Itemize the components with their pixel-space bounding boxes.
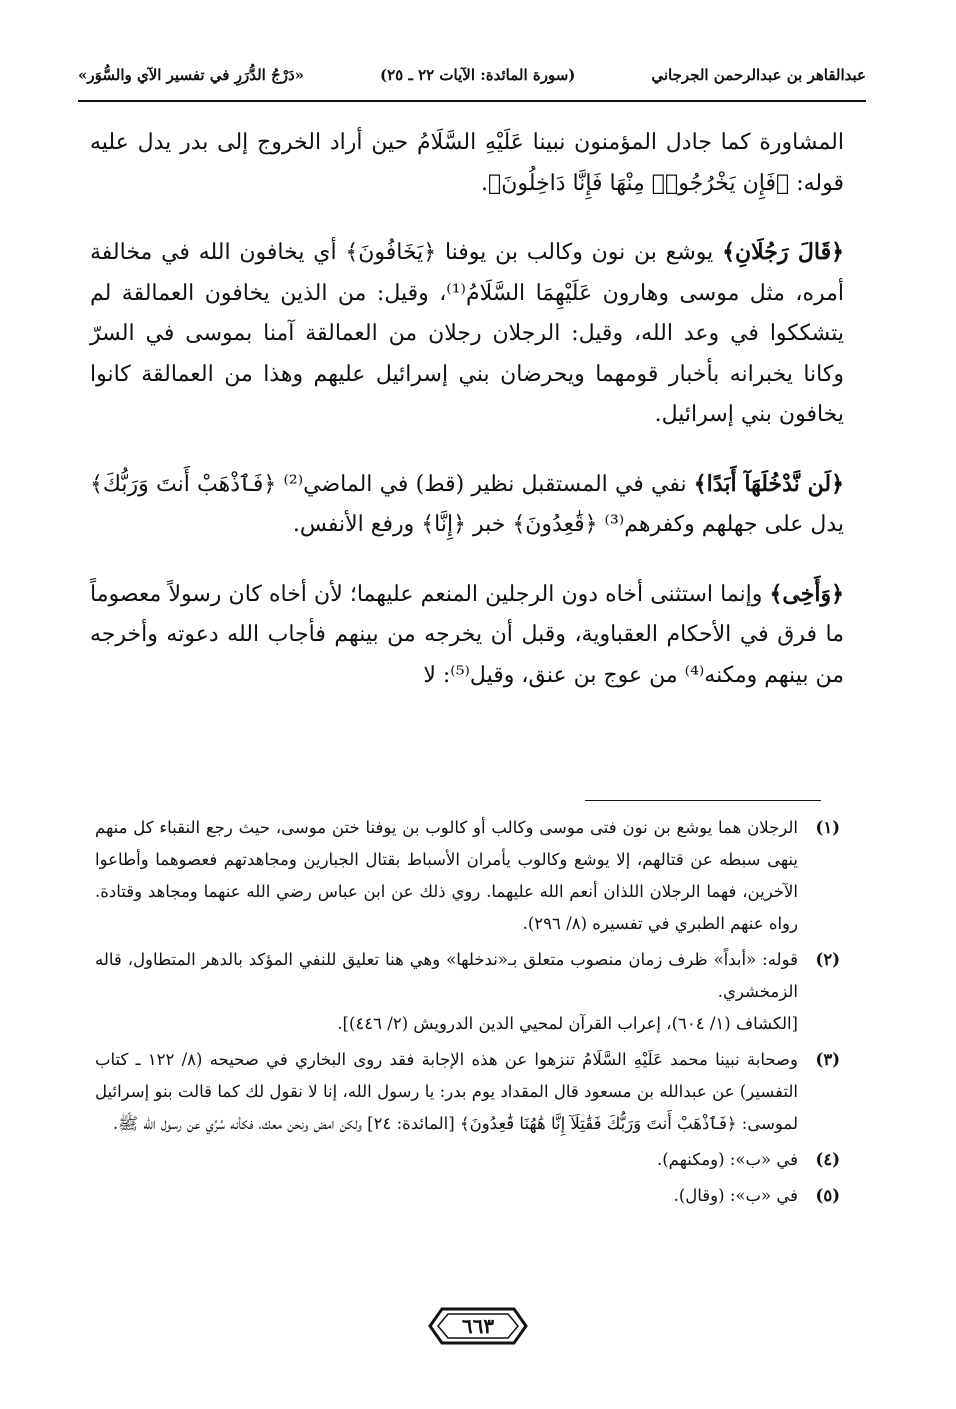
footnote-number: (٢) xyxy=(815,950,840,969)
paragraph-text: نفي في المستقبل نظير (قط) في الماضي⁽²⁾ ﴿فَٱذْهَبْ أَنتَ وَرَبُّكَ﴾ يدل على جهلهم وكفرهم⁽³⁾ ﴿قَٰعِدُونَ﴾ خبر ﴿إِنَّا﴾ ورفع الأنفس. xyxy=(90,471,844,537)
footnote-1 xyxy=(95,812,840,940)
paragraph-lead: ﴿قَالَ رَجُلَانِ﴾ xyxy=(722,239,844,265)
footnote-citation: [الكشاف (١/ ٦٠٤)، إعراب القرآن لمحيي الدين الدرويش (٢/ ٤٤٦)]. xyxy=(337,1014,798,1033)
header-author: عبدالقاهر بن عبدالرحمن الجرجاني xyxy=(651,66,866,84)
paragraph-lead: ﴿وَأَخِى﴾ xyxy=(769,580,844,607)
paragraph xyxy=(90,232,844,436)
page-number: ٦٦٣ xyxy=(461,1314,495,1338)
paragraph-lead: ﴿لَن نَّدْخُلَهَآ أَبَدًا﴾ xyxy=(693,470,844,497)
paragraph xyxy=(90,464,844,546)
header-section: (سورة المائدة: الآيات ٢٢ ـ ٢٥) xyxy=(379,66,576,84)
footnote-number: (١) xyxy=(815,818,840,837)
footnote-text: في «ب»: (وقال). xyxy=(673,1186,798,1205)
footnote-5 xyxy=(95,1180,840,1212)
footnote-separator xyxy=(585,800,821,801)
footnote-body xyxy=(95,1144,798,1176)
paragraph-text: يوشع بن نون وكالب بن يوفنا ﴿يَخَافُونَ﴾ أي يخافون الله في مخالفة أمره، مثل موسى وهارون عَلَيْهِمَا السَّلَامُ⁽¹⁾، وقيل: من الذين يخافون العمالقة لم يتشككوا في وعد الله، وقيل: الرجلان رجلان من العمالقة آمنا بموسى في السرّ وكانا يخبرانه بأخبار قومهما ويحرضان بني إسرائيل عليهم وهذا من العمالقة كانوا يخافون بني إسرائيل. xyxy=(90,240,845,427)
running-header xyxy=(78,55,866,95)
footnotes xyxy=(95,812,840,1216)
footnote-number: (٣) xyxy=(815,1050,840,1069)
footnote-body xyxy=(95,1044,798,1140)
footnote-text: قوله: «أبداً» ظرف زمان منصوب متعلق بـ«ندخلها» وهي هنا تعليق للنفي المؤكد بالدهر المتطاول، قاله الزمخشري. xyxy=(95,950,798,1001)
paragraph-text: المشاورة كما جادل المؤمنون نبينا عَلَيْهِ السَّلَامُ حين أراد الخروج إلى بدر يدل عليه قوله: ﴿فَإِن يَخْرُجُوا۟ مِنْهَا فَإِنَّا دَاخِلُونَ﴾. xyxy=(90,130,844,196)
paragraph-text: وإنما استثنى أخاه دون الرجلين المنعم عليهما؛ لأن أخاه كان رسولاً معصوماً ما فرق في الأحكام العقباوية، وقبل أن يخرجه من بينهم فأجاب الله دعوته وأخرجه من بينهم ومكنه⁽⁴⁾ من عوج بن عنق، وقيل⁽⁵⁾: لا xyxy=(90,581,845,688)
footnote-text: وصحابة نبينا محمد عَلَيْهِ السَّلَامُ تنزهوا عن هذه الإجابة فقد روى البخاري في صحيحه (٨/ ١٢٢ ـ كتاب التفسير) عن عبدالله بن مسعود قال المقداد يوم بدر: يا رسول الله، إنا لا نقول لك كما قالت بنو إسرائيل لموسى: ﴿فَٱذْهَبْ أَنتَ وَرَبُّكَ فَقَٰتِلَآ إِنَّا هَٰهُنَا قَٰعِدُونَ﴾ [المائدة: ٢٤] ولكن امض ونحن معك، فكأنه سُرِّي عن رسول الله ﷺ. xyxy=(95,1050,799,1133)
footnote-4 xyxy=(95,1144,840,1176)
footnote-number: (٤) xyxy=(815,1150,840,1169)
footnote-text: الرجلان هما يوشع بن نون فتى موسى وكالب أو كالوب بن يوفنا ختن موسى، حيث رجع النقباء كل منهم ينهى سبطه عن قتالهم، إلا يوشع وكالوب يأمران الأسباط بقتال الجبارين ومجاهدتهم فعصوهما وأطاعوا الآخرين، فهما الرجلان اللذان أنعم الله عليهما. روي ذلك عن ابن عباس رضي الله عنهما ومجاهد وقتادة. رواه عنهم الطبري في تفسيره (٨/ ٢٩٦). xyxy=(95,818,798,933)
footnote-body xyxy=(95,812,798,940)
header-book-title: «دَرْجُ الدُّرَرِ في تفسير الآي والسُّوَر» xyxy=(78,66,305,84)
paragraph xyxy=(90,574,844,697)
page-number-ornament xyxy=(428,1305,528,1347)
main-text xyxy=(90,122,844,724)
footnote-body xyxy=(95,944,798,1040)
footnote-2 xyxy=(95,944,840,1040)
header-rule xyxy=(78,100,866,102)
footnote-body xyxy=(95,1180,798,1212)
paragraph xyxy=(90,122,844,204)
footnote-text: في «ب»: (ومكنهم). xyxy=(656,1150,798,1169)
footnote-number: (٥) xyxy=(815,1186,840,1205)
footnote-3 xyxy=(95,1044,840,1140)
